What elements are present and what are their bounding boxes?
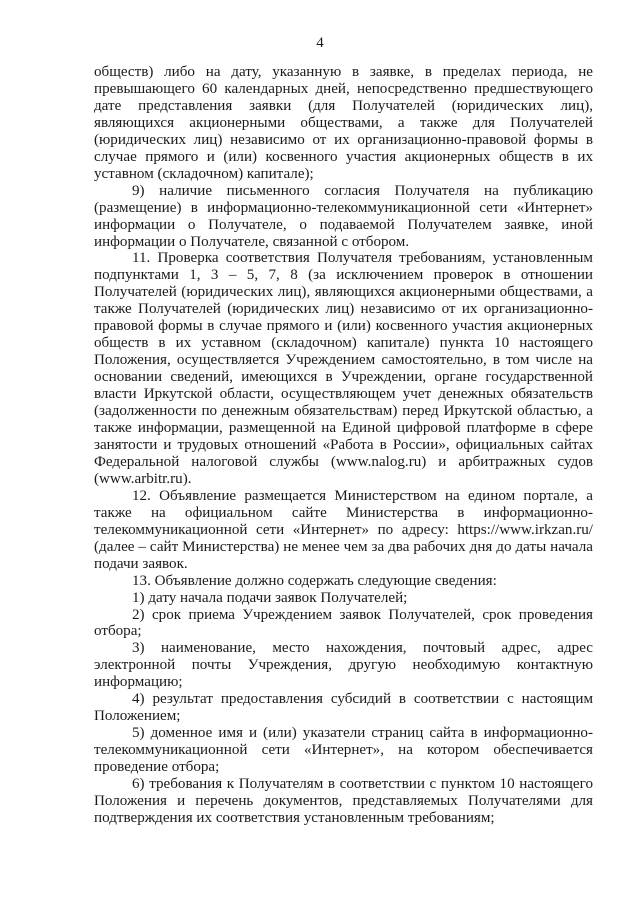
list-item: 5) доменное имя и (или) указатели страниц сайта в информационно-телекоммуникационной сети «Интернет», на котором обеспечивается проведение отбора; <box>94 725 593 776</box>
page-number: 4 <box>316 35 324 51</box>
paragraph: обществ) либо на дату, указанную в заявке, в пределах периода, не превышающего 60 календарных дней, непосредственно предшествующего дате представления заявки (для Получателей (юридических лиц), являющихся акционерными обществами, а также для Получателей (юридических лиц) независимо от их организационно-правовой формы в случае прямого и (или) косвенного участия акционерных обществ в их уставном (складочном) капитале); <box>94 64 593 182</box>
list-item: 1) дату начала подачи заявок Получателей; <box>132 589 408 606</box>
list-item: 4) результат предоставления субсидий в соответствии с настоящим Положением; <box>94 691 593 725</box>
list-item: 3) наименование, место нахождения, почтовый адрес, адрес электронной почты Учреждения, другую необходимую контактную информацию; <box>94 640 593 691</box>
paragraph: 12. Объявление размещается Министерством на едином портале, а также на официальном сайте Министерства в информационно-телекоммуникационной сети «Интернет» по адресу: https://www.irkzan.ru/ (далее – сайт Министерства) не менее чем за два рабочих дня до даты начала подачи заявок. <box>94 487 593 572</box>
paragraph: 13. Объявление должно содержать следующие сведения: <box>132 572 497 589</box>
paragraph: 11. Проверка соответствия Получателя требованиям, установленным подпунктами 1, 3 – 5, 7, 8 (за исключением проверок в отношении Получателей (юридических лиц), являющихся акционерными обществами, а также Получателей (юридических лиц) независимо от их организационно-правовой формы в случае прямого и (или) косвенного участия акционерных обществ в их уставном (складочном) капитале) пункта 10 настоящего Положения, осуществляется Учреждением самостоятельно, в том числе на основании сведений, имеющихся в Учреждении, органе государственной власти Иркутской области, осуществляющем учет денежных обязательств (задолженности по денежным обязательствам) перед Иркутской областью, а также информации, размещенной на Единой цифровой платформе в сфере занятости и трудовых отношений «Работа в России», официальных сайтах Федеральной налоговой службы (www.nalog.ru) и арбитражных судов (www.arbitr.ru). <box>94 250 593 487</box>
list-item: 2) срок приема Учреждением заявок Получателей, срок проведения отбора; <box>94 606 593 640</box>
list-item: 6) требования к Получателям в соответствии с пунктом 10 настоящего Положения и перечень документов, представляемых Получателями для подтверждения их соответствия установленным требованиям; <box>94 776 593 826</box>
document-body <box>94 64 593 827</box>
paragraph: 9) наличие письменного согласия Получателя на публикацию (размещение) в информационно-телекоммуникационной сети «Интернет» информации о Получателе, о подаваемой Получателем заявке, иной информации о Получателе, связанной с отбором. <box>94 182 593 250</box>
